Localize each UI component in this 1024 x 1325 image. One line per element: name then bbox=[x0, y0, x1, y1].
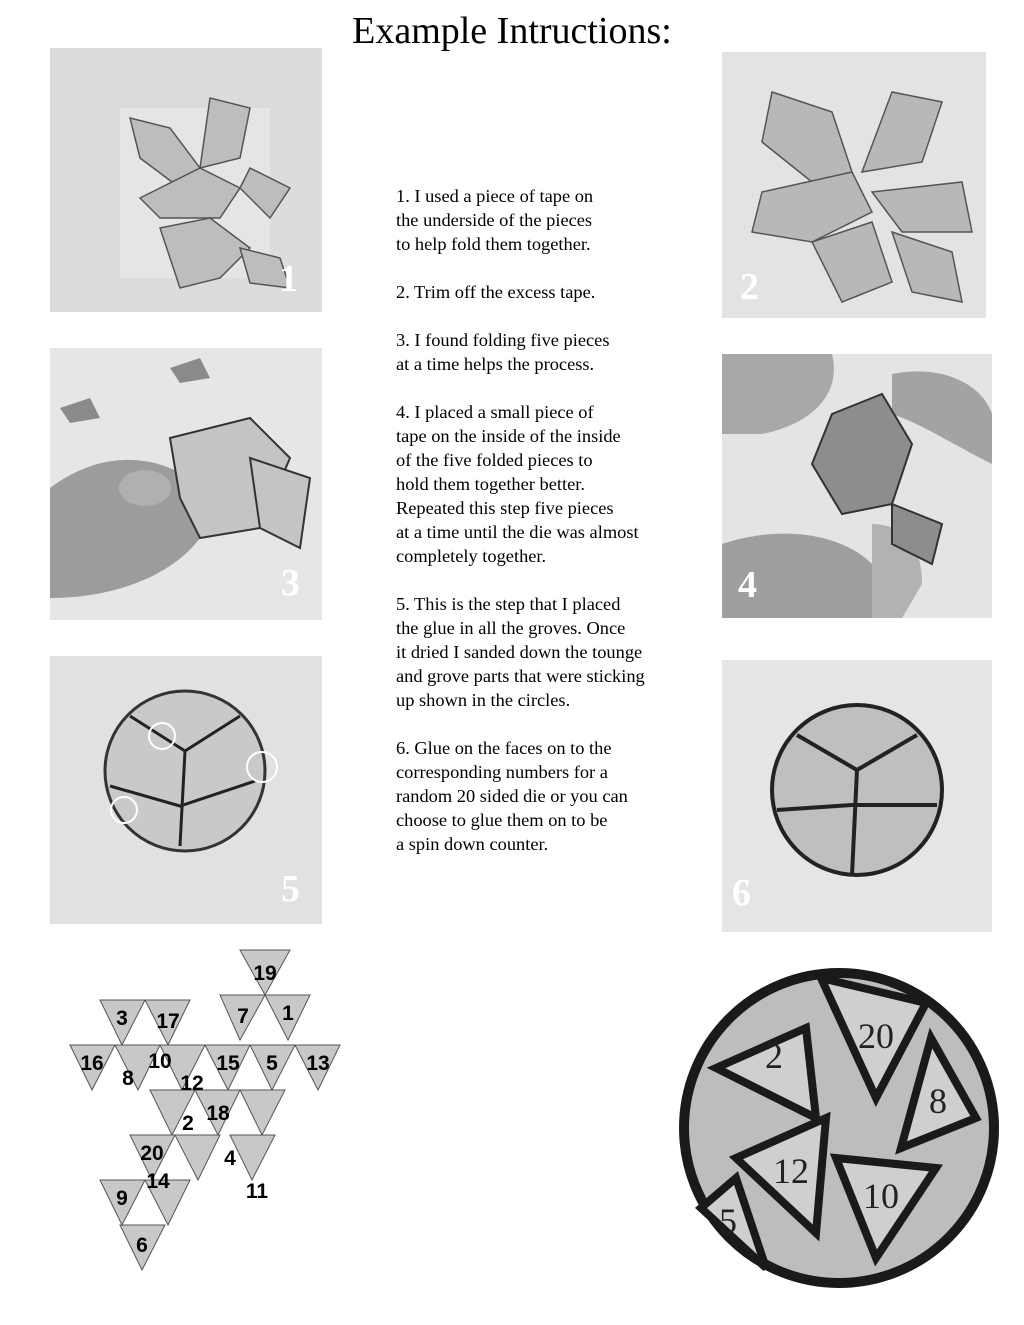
net-number: 19 bbox=[253, 962, 277, 985]
step-6-photo bbox=[722, 660, 992, 932]
step-number: 3 bbox=[281, 562, 300, 604]
net-number: 3 bbox=[116, 1007, 128, 1030]
step-number: 6 bbox=[732, 872, 751, 914]
net-number: 17 bbox=[156, 1010, 180, 1033]
die-number: 10 bbox=[863, 1176, 899, 1216]
assembled-die-photo bbox=[676, 958, 1002, 1298]
net-number: 15 bbox=[216, 1052, 240, 1075]
net-number: 11 bbox=[245, 1180, 269, 1203]
instruction-step-2: 2. Trim off the excess tape. bbox=[396, 282, 596, 302]
step-number: 1 bbox=[279, 258, 298, 300]
step-1-photo bbox=[50, 48, 322, 312]
net-number: 10 bbox=[148, 1050, 172, 1073]
net-number: 20 bbox=[140, 1142, 164, 1165]
instruction-step-4: 4. I placed a small piece of tape on the inside of the inside of the five folded pieces to hold them together better. Repeated this step five pieces at a time until the die was almost completely together. bbox=[396, 402, 639, 566]
net-number: 12 bbox=[180, 1072, 204, 1095]
die-number: 12 bbox=[773, 1151, 809, 1191]
net-number: 4 bbox=[224, 1147, 236, 1170]
step-2-photo bbox=[722, 52, 986, 318]
net-number: 8 bbox=[122, 1067, 134, 1090]
step-number: 4 bbox=[738, 564, 757, 606]
step-number: 2 bbox=[740, 266, 759, 308]
net-number: 1 bbox=[282, 1002, 294, 1025]
d20-net-diagram bbox=[60, 940, 390, 1280]
step-5-photo bbox=[50, 656, 322, 924]
net-number: 16 bbox=[80, 1052, 104, 1075]
die-number: 2 bbox=[765, 1036, 783, 1076]
instruction-step-1: 1. I used a piece of tape on the underside of the pieces to help fold them together. bbox=[396, 186, 594, 254]
die-number: 8 bbox=[929, 1081, 947, 1121]
instruction-step-3: 3. I found folding five pieces at a time helps the process. bbox=[396, 330, 610, 374]
instruction-step-6: 6. Glue on the faces on to the corresponding numbers for a random 20 sided die or you can choose to glue them on to be a spin down counter. bbox=[396, 738, 628, 854]
step-4-photo bbox=[722, 354, 992, 618]
die-number: 5 bbox=[719, 1201, 737, 1241]
net-number: 9 bbox=[116, 1187, 128, 1210]
net-number: 13 bbox=[306, 1052, 330, 1075]
die-number: 20 bbox=[858, 1016, 894, 1056]
instructions-list bbox=[396, 184, 696, 880]
net-number: 2 bbox=[182, 1112, 194, 1135]
net-number: 6 bbox=[136, 1234, 148, 1257]
step-3-photo bbox=[50, 348, 322, 620]
net-number: 5 bbox=[266, 1052, 278, 1075]
page-title: Example Intructions: bbox=[352, 10, 672, 52]
net-number: 14 bbox=[146, 1170, 170, 1193]
net-number: 18 bbox=[206, 1102, 230, 1125]
step-number: 5 bbox=[281, 868, 300, 910]
net-number: 7 bbox=[237, 1005, 249, 1028]
instruction-step-5: 5. This is the step that I placed the glue in all the groves. Once it dried I sanded down the tounge and grove parts that were sticking up shown in the circles. bbox=[396, 594, 645, 710]
